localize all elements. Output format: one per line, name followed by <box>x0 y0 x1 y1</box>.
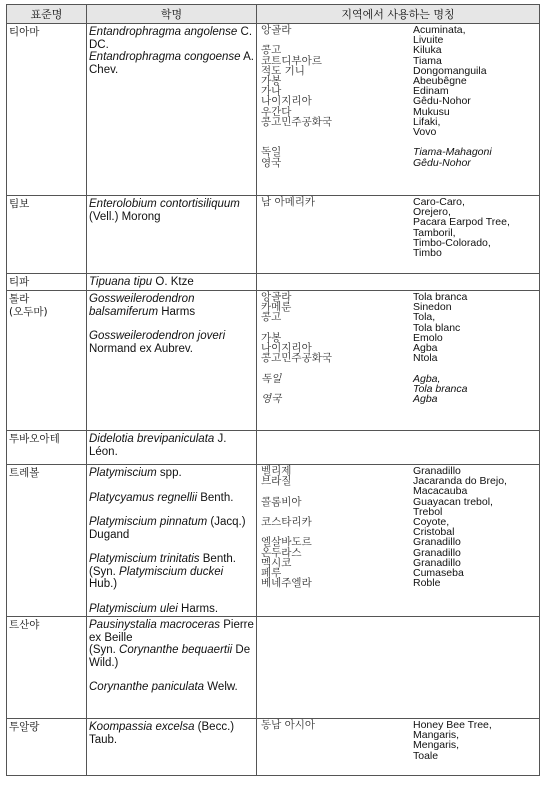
local-name-list <box>413 25 539 168</box>
local-name: Granadillo <box>413 536 461 549</box>
scientific-name-cell <box>87 719 257 776</box>
local-name: Coyote, <box>413 516 450 529</box>
sci-name-italic: Platymiscium trinitatis <box>89 553 200 565</box>
sci-name-italic: Entandrophragma congoense <box>89 51 241 63</box>
local-name: Agba, <box>413 372 441 385</box>
region: 코스타리카 <box>261 516 312 529</box>
standard-name-cell: 트산야 <box>7 617 87 719</box>
local-name: Honey Bee Tree, <box>413 719 492 731</box>
sci-name-italic: Enterolobium contortisiliquum <box>89 198 240 210</box>
region: 카메룬 <box>261 301 292 314</box>
region: 멕시코 <box>261 556 292 569</box>
local-name: Mangaris, <box>413 729 460 742</box>
local-name: Roble <box>413 577 441 590</box>
regional-names-cell <box>257 196 540 274</box>
synonym-prefix: (Syn. <box>89 644 120 656</box>
standard-name-cell <box>7 291 87 431</box>
scientific-name-cell <box>87 291 257 431</box>
sci-author: Pierre ex Beille <box>89 619 254 644</box>
local-name: Tola branca <box>413 382 468 395</box>
sci-author: A. Chev. <box>89 51 254 76</box>
local-name: Mukusu <box>413 105 450 118</box>
region: 엘살바도르 <box>261 536 312 549</box>
species-table-page <box>6 4 539 776</box>
sci-name-italic: Platymiscium pinnatum <box>89 516 208 528</box>
local-name: Gêdu-Nohor <box>413 95 471 108</box>
local-name: Lifaki, <box>413 115 441 128</box>
sci-author: (Becc.) Taub. <box>89 721 235 746</box>
region: 가나 <box>261 85 282 98</box>
local-name: Tola branca <box>413 291 468 303</box>
local-name: Pacara Earpod Tree, <box>413 216 510 229</box>
sci-author: Benth. <box>197 491 234 504</box>
region: 나이지리아 <box>261 95 312 108</box>
table-row <box>7 719 540 776</box>
region <box>261 35 413 45</box>
standard-name: 톨라 <box>9 293 30 305</box>
region: 콩고민주공화국 <box>261 115 333 128</box>
header-scientific-name: 학명 <box>87 5 257 24</box>
sci-author: C. DC. <box>89 26 253 51</box>
scientific-name-cell <box>87 617 257 719</box>
region-list <box>261 466 413 588</box>
sci-name-italic: Pausinystalia macroceras <box>89 619 221 631</box>
region: 우간다 <box>261 105 292 118</box>
synonym-italic: Corynanthe bequaertii <box>119 644 233 656</box>
standard-name-cell: 투바오아테 <box>7 431 87 465</box>
local-name-list <box>413 197 539 258</box>
table-row <box>7 617 540 719</box>
region-list <box>261 197 413 258</box>
region: 페루 <box>261 567 282 580</box>
regional-names-cell <box>257 274 540 291</box>
region <box>261 323 413 333</box>
local-name: Granadillo <box>413 556 461 569</box>
local-name: Agba <box>413 393 438 406</box>
local-name: Tiama <box>413 54 442 67</box>
local-name-list <box>413 466 539 588</box>
sci-name-italic: Gossweilerodendron balsamiferum <box>89 293 195 318</box>
region <box>261 384 413 394</box>
sci-author: Normand ex Aubrev. <box>89 342 193 355</box>
region <box>261 127 413 137</box>
region-list <box>261 292 413 404</box>
region: 온두라스 <box>261 546 302 559</box>
local-name: Guayacan trebol, <box>413 495 493 508</box>
scientific-name-cell <box>87 24 257 196</box>
sci-author: Benth. <box>199 553 237 565</box>
region: 적도 기니 <box>261 64 305 77</box>
region <box>261 363 413 373</box>
sci-name-italic: Koompassia excelsa <box>89 721 195 733</box>
local-name-italic <box>413 158 539 168</box>
regional-names-cell <box>257 431 540 465</box>
sci-author: J. Léon. <box>89 433 227 458</box>
sci-author: Harms. <box>177 602 219 615</box>
scientific-name-cell <box>87 196 257 274</box>
standard-name-alt: (오두마) <box>9 306 48 318</box>
sci-name-italic: Didelotia brevipaniculata <box>89 433 215 445</box>
local-name: Agba <box>413 342 438 355</box>
regional-names-cell <box>257 465 540 617</box>
sci-name-italic: Platycyamus regnellii <box>89 491 198 504</box>
local-name: Orejero, <box>413 206 451 219</box>
local-name: Cumaseba <box>413 567 464 580</box>
local-name-list <box>413 720 539 761</box>
region <box>261 137 413 147</box>
region: 콩고 <box>261 311 282 324</box>
region: 콩고 <box>261 44 282 57</box>
region: 동남 아시아 <box>261 719 316 731</box>
region: 콩고민주공화국 <box>261 352 333 365</box>
local-name: Ntola <box>413 352 438 365</box>
region: 브라질 <box>261 475 292 488</box>
local-name: Kiluka <box>413 44 442 57</box>
region: 앙골라 <box>261 24 292 36</box>
local-name-list <box>413 292 539 404</box>
local-name-italic <box>413 394 539 404</box>
local-name: Cristobal <box>413 526 455 539</box>
local-name: Timbo-Colorado, <box>413 236 491 249</box>
sci-name-italic: Tipuana tipu <box>89 276 153 288</box>
local-name: Trebol <box>413 505 443 518</box>
synonym-prefix: (Syn. <box>89 565 120 578</box>
region: 남 아메리카 <box>261 196 316 208</box>
local-name: Toale <box>413 749 439 762</box>
standard-name-cell: 트레볼 <box>7 465 87 617</box>
table-row <box>7 291 540 431</box>
synonym-italic: Platymiscium duckei <box>119 565 224 578</box>
local-name: Caro-Caro, <box>413 196 465 208</box>
regional-names-cell <box>257 291 540 431</box>
species-name-table <box>6 4 540 776</box>
local-name: Granadillo <box>413 546 461 559</box>
sci-author: (Vell.) Morong <box>89 210 161 223</box>
local-name: Jacaranda do Brejo, <box>413 475 507 488</box>
standard-name-cell: 투알랑 <box>7 719 87 776</box>
table-row <box>7 274 540 291</box>
table-row <box>7 431 540 465</box>
local-name: Edinam <box>413 85 449 98</box>
local-name: Granadillo <box>413 465 461 477</box>
local-name: Sinedon <box>413 301 452 314</box>
sci-name-italic: Entandrophragma angolense <box>89 26 238 38</box>
region: 가봉 <box>261 331 282 344</box>
region: 영국 <box>261 393 282 406</box>
local-name: Tiama-Mahagoni <box>413 146 492 159</box>
synonym-author: Hub.) <box>89 578 118 590</box>
header-standard-name: 표준명 <box>7 5 87 24</box>
scientific-name-cell <box>87 431 257 465</box>
local-name: Tola blanc <box>413 321 461 334</box>
region-list <box>261 25 413 168</box>
region: 콜롬비아 <box>261 495 302 508</box>
sci-name-italic: Corynanthe paniculata <box>89 681 205 693</box>
scientific-name-cell <box>87 274 257 291</box>
region: 앙골라 <box>261 291 292 303</box>
local-name: Macacauba <box>413 485 468 498</box>
regional-names-cell <box>257 24 540 196</box>
regional-names-cell <box>257 719 540 776</box>
local-name: Dongomanguila <box>413 64 487 77</box>
local-name: Acuminata, <box>413 24 466 36</box>
sci-name-italic: Platymiscium ulei <box>89 602 178 615</box>
scientific-name-cell <box>87 465 257 617</box>
local-name: Gêdu-Nohor <box>413 156 471 169</box>
sci-author: Welw. <box>204 681 238 693</box>
sci-author: spp. <box>156 467 182 479</box>
synonym-author: De Wild.) <box>89 644 251 669</box>
region: 독일 <box>261 146 282 159</box>
region: 나이지리아 <box>261 342 312 355</box>
table-row <box>7 196 540 274</box>
table-row <box>7 24 540 196</box>
standard-name-cell: 티아마 <box>7 24 87 196</box>
local-name: Tamboril, <box>413 226 456 239</box>
region-list <box>261 720 413 761</box>
region: 가봉 <box>261 75 282 88</box>
sci-name-italic: Platymiscium <box>89 467 157 479</box>
sci-author: O. Ktze <box>152 276 194 288</box>
local-name: Timbo <box>413 247 442 260</box>
table-header-row <box>7 5 540 24</box>
region: 코트디부아르 <box>261 54 322 67</box>
header-regional-names: 지역에서 사용하는 명칭 <box>257 5 540 24</box>
local-name: Emolo <box>413 331 443 344</box>
local-name: Livuite <box>413 34 444 47</box>
local-name: Vovo <box>413 126 437 139</box>
sci-author: Harms <box>158 305 196 318</box>
regional-names-cell <box>257 617 540 719</box>
local-name: Mengaris, <box>413 739 460 752</box>
standard-name-cell: 팀보 <box>7 196 87 274</box>
region-italic <box>261 374 413 384</box>
region: 베네주엘라 <box>261 577 312 590</box>
region-italic <box>261 394 413 404</box>
sci-author: (Jacq.) Dugand <box>89 516 246 541</box>
region: 영국 <box>261 156 282 169</box>
sci-name-italic: Gossweilerodendron joveri <box>89 330 226 342</box>
local-name: Tola, <box>413 311 436 324</box>
local-name: Abeubêgne <box>413 75 467 88</box>
table-row <box>7 465 540 617</box>
standard-name-cell: 티파 <box>7 274 87 291</box>
region: 독일 <box>261 372 282 385</box>
region: 벨리제 <box>261 465 292 477</box>
